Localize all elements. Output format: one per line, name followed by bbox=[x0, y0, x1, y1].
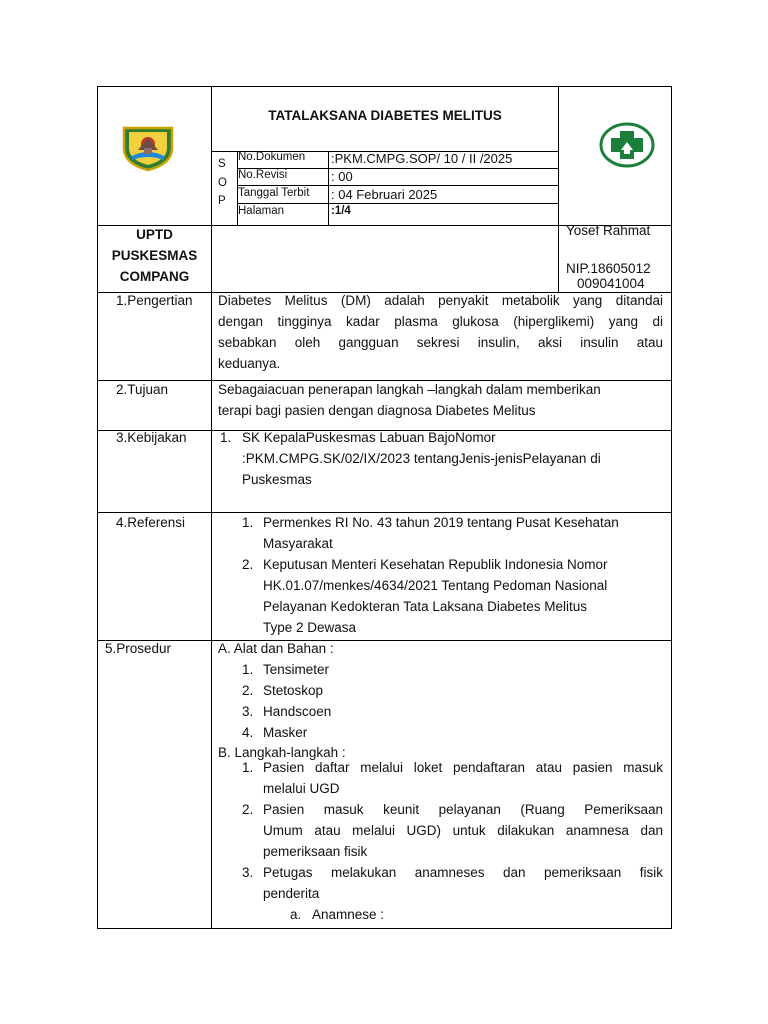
meta-value-divider bbox=[328, 151, 329, 225]
langkah-3-number: 3. bbox=[242, 865, 254, 880]
alat-3-number: 3. bbox=[242, 704, 254, 719]
tujuan-line-2: terapi bagi pasien dengan diagnosa Diabetes Melitus bbox=[218, 403, 536, 418]
section-label-tujuan: 2.Tujuan bbox=[116, 382, 169, 397]
referensi-2-line-4: Type 2 Dewasa bbox=[263, 620, 357, 635]
langkah-3-line-2: penderita bbox=[263, 886, 320, 901]
regional-emblem-logo bbox=[120, 124, 176, 172]
row-divider-referensi bbox=[97, 640, 672, 641]
referensi-2-line-3: Pelayanan Kedokteran Tata Laksana Diabetes Melitus bbox=[263, 599, 587, 614]
referensi-2-number: 2. bbox=[242, 557, 254, 572]
table-border-right bbox=[671, 86, 672, 929]
section-label-kebijakan: 3.Kebijakan bbox=[116, 430, 187, 445]
kebijakan-line-2: :PKM.CMPG.SK/02/IX/2023 tentangJenis-jenisPelayanan di bbox=[242, 451, 601, 466]
langkah-1-line-1: Pasien daftar melalui loket pendaftaran atau pasien masuk bbox=[263, 760, 663, 775]
alat-1-number: 1. bbox=[242, 662, 254, 677]
pengertian-line-4: keduanya. bbox=[218, 356, 281, 371]
section-label-prosedur: 5.Prosedur bbox=[105, 641, 172, 656]
pengertian-line-2: dengan tingginya kadar plasma glukosa (hiperglikemi) yang di bbox=[218, 314, 663, 329]
meta-value-no-dokumen: :PKM.CMPG.SOP/ 10 / II /2025 bbox=[331, 151, 513, 166]
table-border-top bbox=[97, 86, 672, 87]
org-line-2: PUSKESMAS bbox=[111, 248, 198, 263]
referensi-2-line-1: Keputusan Menteri Kesehatan Republik Indonesia Nomor bbox=[263, 557, 608, 572]
pengertian-line-1: Diabetes Melitus (DM) adalah penyakit metabolik yang ditandai bbox=[218, 293, 663, 308]
meta-label-no-revisi: No.Revisi bbox=[238, 169, 288, 181]
meta-label-halaman: Halaman bbox=[238, 205, 285, 217]
langkah-1-number: 1. bbox=[242, 760, 254, 775]
logo-column-divider bbox=[558, 86, 559, 293]
langkah-2-line-2: Umum atau melalui UGD) untuk dilakukan anamnesa dan bbox=[263, 823, 663, 838]
alat-4-text: Masker bbox=[263, 725, 308, 740]
pengertian-line-3: sebabkan oleh gangguan sekresi insulin, aksi insulin atau bbox=[218, 335, 663, 350]
signatory-name: Yosef Rahmat bbox=[566, 223, 651, 238]
langkah-3-sub-a-text: Anamnese : bbox=[312, 907, 385, 922]
document-title: TATALAKSANA DIABETES MELITUS bbox=[268, 108, 502, 123]
alat-1-text: Tensimeter bbox=[263, 662, 330, 677]
meta-value-tanggal-terbit: : 04 Februari 2025 bbox=[331, 187, 438, 202]
table-border-left bbox=[97, 86, 98, 929]
referensi-1-line-1: Permenkes RI No. 43 tahun 2019 tentang Pusat Kesehatan bbox=[263, 515, 619, 530]
alat-2-number: 2. bbox=[242, 683, 254, 698]
prosedur-b-heading: B. Langkah-langkah : bbox=[218, 745, 346, 760]
meta-label-tanggal-terbit: Tanggal Terbit bbox=[238, 187, 310, 199]
meta-value-halaman: :1/4 bbox=[331, 205, 351, 217]
table-border-bottom bbox=[97, 928, 672, 929]
prosedur-a-heading: A. Alat dan Bahan : bbox=[218, 641, 334, 656]
sop-letter-p: P bbox=[218, 195, 226, 207]
referensi-2-line-2: HK.01.07/menkes/4634/2021 Tentang Pedoman Nasional bbox=[263, 578, 608, 593]
referensi-1-number: 1. bbox=[242, 515, 254, 530]
langkah-2-line-3: pemeriksaan fisik bbox=[263, 844, 368, 859]
kebijakan-number: 1. bbox=[220, 430, 232, 445]
puskesmas-cross-logo bbox=[599, 122, 655, 168]
tujuan-line-1: Sebagaiacuan penerapan langkah –langkah dalam memberikan bbox=[218, 382, 601, 397]
meta-value-no-revisi: : 00 bbox=[331, 169, 353, 184]
sop-letter-o: O bbox=[218, 177, 227, 189]
meta-label-no-dokumen: No.Dokumen bbox=[238, 151, 306, 163]
langkah-3-line-1: Petugas melakukan anamneses dan pemeriksaan fisik bbox=[263, 865, 663, 880]
langkah-2-number: 2. bbox=[242, 802, 254, 817]
section-label-pengertian: 1.Pengertian bbox=[116, 293, 193, 308]
section-label-referensi: 4.Referensi bbox=[116, 515, 186, 530]
sop-letter-s: S bbox=[218, 158, 226, 170]
alat-4-number: 4. bbox=[242, 725, 254, 740]
signatory-nip-1: NIP.18605012 bbox=[566, 261, 651, 276]
alat-3-text: Handscoen bbox=[263, 704, 332, 719]
langkah-3-sub-a-number: a. bbox=[290, 907, 302, 922]
signatory-nip-2: 009041004 bbox=[577, 276, 645, 291]
langkah-2-line-1: Pasien masuk keunit pelayanan (Ruang Pemeriksaan bbox=[263, 802, 663, 817]
meta-line-3 bbox=[237, 203, 559, 204]
referensi-1-line-2: Masyarakat bbox=[263, 536, 333, 551]
org-line-1: UPTD bbox=[136, 227, 173, 242]
langkah-1-line-2: melalui UGD bbox=[263, 781, 340, 796]
label-column-divider bbox=[211, 86, 212, 929]
kebijakan-line-3: Puskesmas bbox=[242, 472, 312, 487]
alat-2-text: Stetoskop bbox=[263, 683, 324, 698]
kebijakan-line-1: SK KepalaPuskesmas Labuan BajoNomor bbox=[242, 430, 496, 445]
org-line-3: COMPANG bbox=[119, 269, 190, 284]
